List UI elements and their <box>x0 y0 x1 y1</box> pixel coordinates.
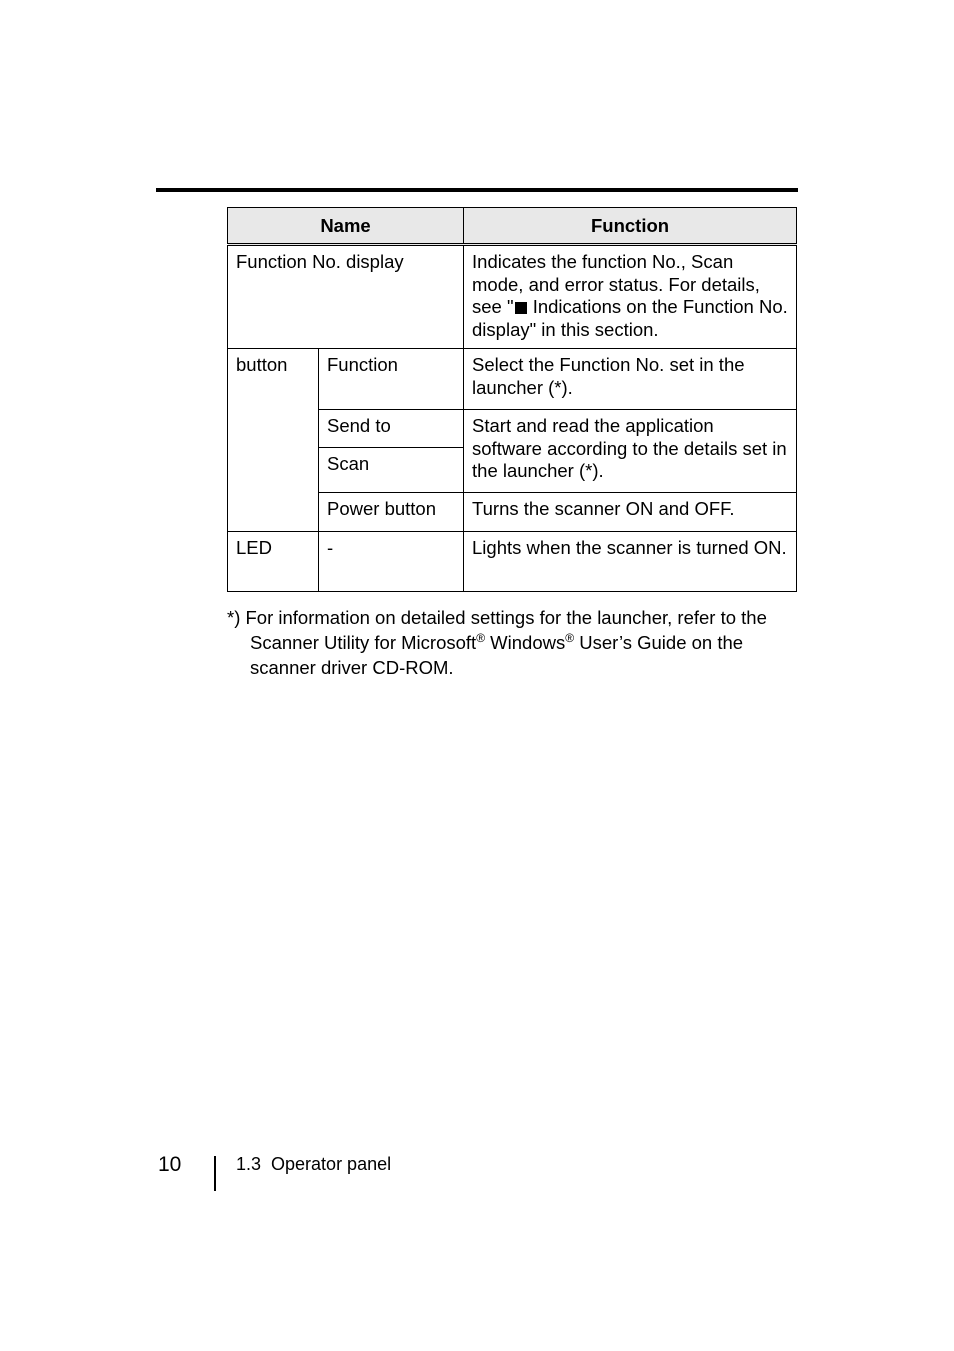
desc-text-2: Indications on the Function No. display" in this section. <box>472 296 788 340</box>
registered-mark: ® <box>476 631 486 645</box>
footer-divider <box>214 1156 216 1191</box>
footnote <box>227 605 802 680</box>
row-sub-function: Function <box>319 349 464 410</box>
table-row <box>228 349 797 410</box>
footnote-text-a: Scanner Utility for Microsoft <box>250 632 477 653</box>
row-name-button: button <box>228 349 319 532</box>
row-desc-led: Lights when the scanner is turned ON. <box>464 532 797 592</box>
row-sub-send-to: Send to <box>319 410 464 448</box>
row-name-led: LED <box>228 532 319 592</box>
desc-text-1: Indicates the function No., Scan mode, and error status. For details, see " <box>472 251 760 317</box>
section-title: 1.3 Operator panel <box>236 1154 392 1174</box>
registered-mark: ® <box>565 631 575 645</box>
footnote-line-1: *) For information on detailed settings for the launcher, refer to the <box>227 607 767 628</box>
header-name: Name <box>228 208 464 245</box>
table-row <box>228 532 797 592</box>
row-sub-power: Power button <box>319 493 464 532</box>
footnote-line-3: scanner driver CD-ROM. <box>250 657 454 678</box>
black-square-icon <box>515 302 527 314</box>
table-header-row <box>228 208 797 245</box>
row-desc-power: Turns the scanner ON and OFF. <box>464 493 797 532</box>
header-rule <box>156 188 798 192</box>
table-row <box>228 245 797 349</box>
page-number: 10 <box>158 1153 182 1176</box>
row-desc-send-scan: Start and read the application software according to the details set in the launcher (*). <box>464 410 797 493</box>
row-name-function-display: Function No. display <box>228 245 464 349</box>
header-function: Function <box>464 208 797 245</box>
row-desc-function-display <box>464 245 797 349</box>
footnote-line-2 <box>227 630 802 655</box>
operator-panel-table <box>227 207 797 592</box>
row-desc-function: Select the Function No. set in the launcher (*). <box>464 349 797 410</box>
row-sub-scan: Scan <box>319 448 464 493</box>
footnote-text-c: User’s Guide on the <box>574 632 744 653</box>
row-sub-led: - <box>319 532 464 592</box>
footnote-text-b: Windows <box>485 632 566 653</box>
